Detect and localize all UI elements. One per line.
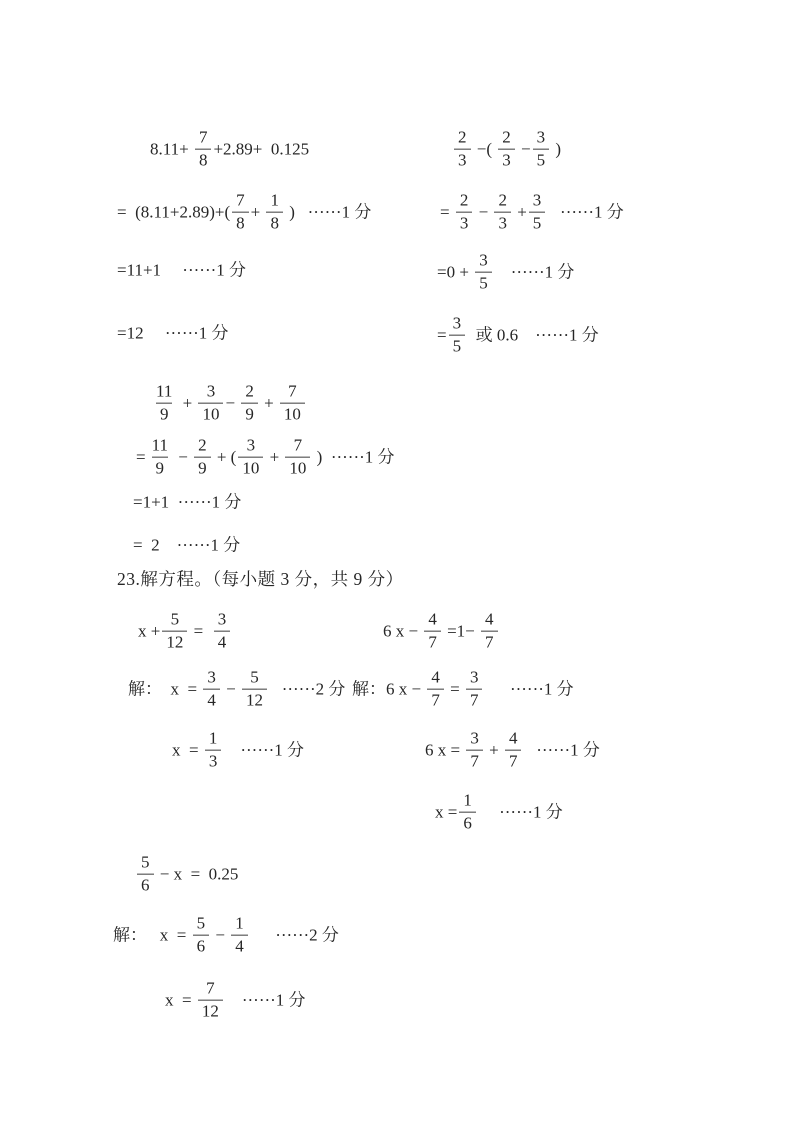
fraction-denominator: 8	[266, 212, 283, 233]
fraction	[505, 730, 522, 771]
fraction	[424, 611, 441, 652]
math-text: x =	[165, 990, 196, 1010]
math-line-eq1	[138, 611, 232, 652]
fraction-numerator: 7	[236, 190, 245, 210]
math-text: ······2 分	[268, 679, 346, 699]
fraction-numerator: 1	[463, 790, 472, 810]
fraction-denominator: 3	[454, 149, 471, 170]
fraction-denominator: 10	[285, 457, 310, 478]
math-line-expr2-step3	[133, 534, 240, 555]
fraction	[137, 854, 154, 895]
fraction-denominator: 8	[232, 212, 249, 233]
math-text: ······1 分	[224, 990, 306, 1010]
fraction-denominator: 12	[242, 689, 267, 710]
fraction-numerator: 5	[141, 852, 150, 872]
math-text: )	[551, 139, 562, 159]
fraction-numerator: 5	[196, 913, 206, 933]
math-text: +2.89+ 0.125	[213, 139, 310, 159]
math-text: +	[265, 447, 284, 467]
math-text: ······1 分	[223, 740, 305, 760]
fraction-numerator: 4	[508, 728, 518, 748]
math-line-eq1-solve2	[172, 730, 304, 771]
math-text: −	[516, 139, 531, 159]
math-line-eq2-solve3	[435, 792, 563, 833]
fraction-numerator: 1	[208, 728, 218, 748]
math-text: =	[445, 679, 464, 699]
fraction	[498, 129, 515, 170]
fraction	[449, 315, 466, 356]
fraction-numerator: 7	[206, 978, 215, 998]
fraction-denominator: 3	[456, 212, 473, 233]
fraction	[529, 192, 546, 233]
fraction-numerator: 11	[151, 435, 168, 455]
fraction	[466, 669, 483, 710]
math-text: x =	[435, 802, 458, 822]
math-text: ) ······1 分	[284, 202, 372, 222]
fraction-numerator: 4	[431, 667, 440, 687]
fraction-numerator: 3	[207, 667, 216, 687]
fraction-numerator: 5	[250, 667, 259, 687]
math-text: =1+1 ······1 分	[133, 492, 242, 512]
math-text: − x = 0.25	[155, 864, 239, 884]
math-line-eq2-solve2	[425, 730, 600, 771]
fraction-denominator: 3	[498, 149, 515, 170]
fraction	[533, 129, 550, 170]
math-text: =	[189, 621, 212, 641]
math-text: + (	[212, 447, 237, 467]
fraction	[285, 437, 310, 478]
math-text: +	[259, 393, 278, 413]
fraction	[198, 383, 223, 424]
math-line-eq1-solve1	[128, 669, 345, 710]
section-23-heading	[117, 569, 404, 591]
fraction	[231, 915, 248, 956]
fraction-numerator: 3	[206, 381, 216, 401]
fraction-numerator: 3	[217, 609, 227, 629]
fraction	[280, 383, 305, 424]
fraction	[198, 980, 223, 1021]
math-text: +	[512, 202, 527, 222]
fraction-denominator: 5	[529, 212, 546, 233]
fraction	[266, 192, 283, 233]
math-text: = 2 ······1 分	[133, 535, 241, 555]
fraction-denominator: 12	[198, 1000, 223, 1021]
fraction-numerator: 2	[245, 381, 254, 401]
math-text: ······1 分	[547, 202, 624, 222]
fraction-numerator: 3	[246, 435, 256, 455]
math-text: 解： x =	[113, 925, 191, 945]
math-text: 解： x =	[128, 679, 202, 699]
math-text: +	[484, 740, 503, 760]
fraction-denominator: 9	[194, 457, 211, 478]
math-text: =11+1 ······1 分	[117, 260, 247, 280]
fraction	[241, 383, 258, 424]
fraction-denominator: 10	[238, 457, 263, 478]
fraction-numerator: 3	[536, 127, 546, 147]
math-text: x +	[138, 621, 161, 641]
fraction-denominator: 7	[505, 750, 522, 771]
math-text: −	[221, 679, 240, 699]
math-text: −	[225, 393, 240, 413]
fraction	[475, 252, 492, 293]
fraction-denominator: 6	[193, 935, 210, 956]
fraction-denominator: 9	[241, 403, 258, 424]
fraction-denominator: 10	[198, 403, 223, 424]
math-line-eq2	[383, 611, 500, 652]
fraction-denominator: 4	[214, 631, 231, 652]
fraction	[242, 669, 267, 710]
math-text: ) ······1 分	[312, 447, 395, 467]
fraction-numerator: 1	[235, 913, 244, 933]
fraction-numerator: 2	[458, 127, 467, 147]
fraction-denominator: 5	[475, 272, 492, 293]
math-text: x =	[172, 740, 203, 760]
math-line-step1-right	[440, 192, 624, 233]
fraction	[466, 730, 483, 771]
fraction	[459, 792, 476, 833]
fraction-denominator: 5	[449, 335, 466, 356]
fraction-numerator: 4	[485, 609, 494, 629]
fraction-numerator: 1	[270, 190, 279, 210]
fraction-numerator: 2	[198, 435, 207, 455]
fraction-denominator: 10	[280, 403, 305, 424]
math-line-step2-right	[437, 252, 574, 293]
math-text: +	[178, 393, 197, 413]
fraction-denominator: 8	[195, 149, 212, 170]
math-line-expr2-step2	[133, 491, 241, 512]
fraction-numerator: 5	[170, 609, 180, 629]
fraction	[148, 437, 172, 478]
math-text: 解：6 x −	[352, 679, 426, 699]
fraction-denominator: 6	[459, 812, 476, 833]
fraction-numerator: 2	[459, 190, 469, 210]
math-text: =	[437, 325, 447, 345]
math-line-step1-left	[117, 192, 371, 233]
fraction-numerator: 3	[532, 190, 542, 210]
math-text: −(	[472, 139, 497, 159]
math-text: =	[440, 202, 454, 222]
math-text: =12 ······1 分	[117, 323, 229, 343]
fraction	[162, 611, 187, 652]
math-text: 或 0.6 ······1 分	[467, 325, 599, 345]
math-line-eq3-solve1	[113, 915, 339, 956]
math-text: =	[136, 447, 146, 467]
fraction	[427, 669, 444, 710]
math-text: 6 x −	[383, 621, 423, 641]
math-text: −	[474, 202, 493, 222]
math-line-expr2	[150, 383, 307, 424]
fraction-denominator: 7	[424, 631, 441, 652]
math-text: ······1 分	[484, 679, 574, 699]
fraction	[494, 192, 511, 233]
math-line-eq2-solve1	[352, 669, 574, 710]
math-line-step3-left	[117, 322, 229, 343]
fraction-denominator: 7	[466, 750, 483, 771]
fraction-numerator: 3	[470, 728, 479, 748]
math-line-step2-left	[117, 259, 246, 280]
math-text: 8.11+	[150, 139, 193, 159]
fraction-denominator: 4	[231, 935, 248, 956]
fraction	[193, 915, 210, 956]
fraction-denominator: 7	[466, 689, 483, 710]
fraction-denominator: 12	[162, 631, 187, 652]
math-text: −	[173, 447, 193, 467]
fraction-denominator: 4	[203, 689, 220, 710]
math-line-eq3-solve2	[165, 980, 306, 1021]
fraction-numerator: 4	[428, 609, 437, 629]
math-line-expr1-left	[150, 129, 309, 170]
fraction	[203, 669, 220, 710]
fraction-numerator: 3	[479, 250, 488, 270]
fraction	[214, 611, 231, 652]
math-text: ······1 分	[477, 802, 563, 822]
fraction-numerator: 3	[469, 667, 479, 687]
math-text: =0 +	[437, 262, 474, 282]
fraction-denominator: 7	[427, 689, 444, 710]
fraction-numerator: 3	[452, 313, 462, 333]
fraction-denominator: 9	[156, 403, 173, 424]
math-text: ······1 分	[523, 740, 600, 760]
math-line-step3-right	[437, 315, 599, 356]
fraction	[481, 611, 498, 652]
math-line-eq3	[135, 854, 238, 895]
fraction-numerator: 7	[288, 381, 297, 401]
math-text: +	[250, 202, 265, 222]
math-text: = (8.11+2.89)+(	[117, 202, 231, 222]
math-text: 23.解方程。（每小题 3 分，共 9 分）	[117, 569, 404, 590]
fraction	[456, 192, 473, 233]
fraction-denominator: 3	[205, 750, 222, 771]
math-text: 6 x =	[425, 740, 465, 760]
math-line-expr2-step1	[136, 437, 395, 478]
fraction-denominator: 7	[481, 631, 498, 652]
fraction-denominator: 5	[533, 149, 550, 170]
fraction-numerator: 11	[156, 381, 173, 401]
math-text: ······1 分	[493, 262, 575, 282]
fraction-numerator: 2	[498, 190, 507, 210]
fraction	[194, 437, 211, 478]
math-text: =1−	[442, 621, 480, 641]
math-line-expr1-right	[452, 129, 561, 170]
fraction	[205, 730, 222, 771]
fraction	[195, 129, 212, 170]
fraction	[238, 437, 263, 478]
fraction	[454, 129, 471, 170]
fraction-denominator: 9	[152, 457, 169, 478]
fraction-numerator: 7	[293, 435, 303, 455]
fraction-denominator: 6	[137, 874, 154, 895]
math-text: −	[211, 925, 230, 945]
fraction-numerator: 7	[198, 127, 208, 147]
fraction-numerator: 2	[502, 127, 511, 147]
math-text: ······2 分	[249, 925, 339, 945]
fraction	[232, 192, 249, 233]
fraction-denominator: 3	[494, 212, 511, 233]
fraction	[152, 383, 176, 424]
